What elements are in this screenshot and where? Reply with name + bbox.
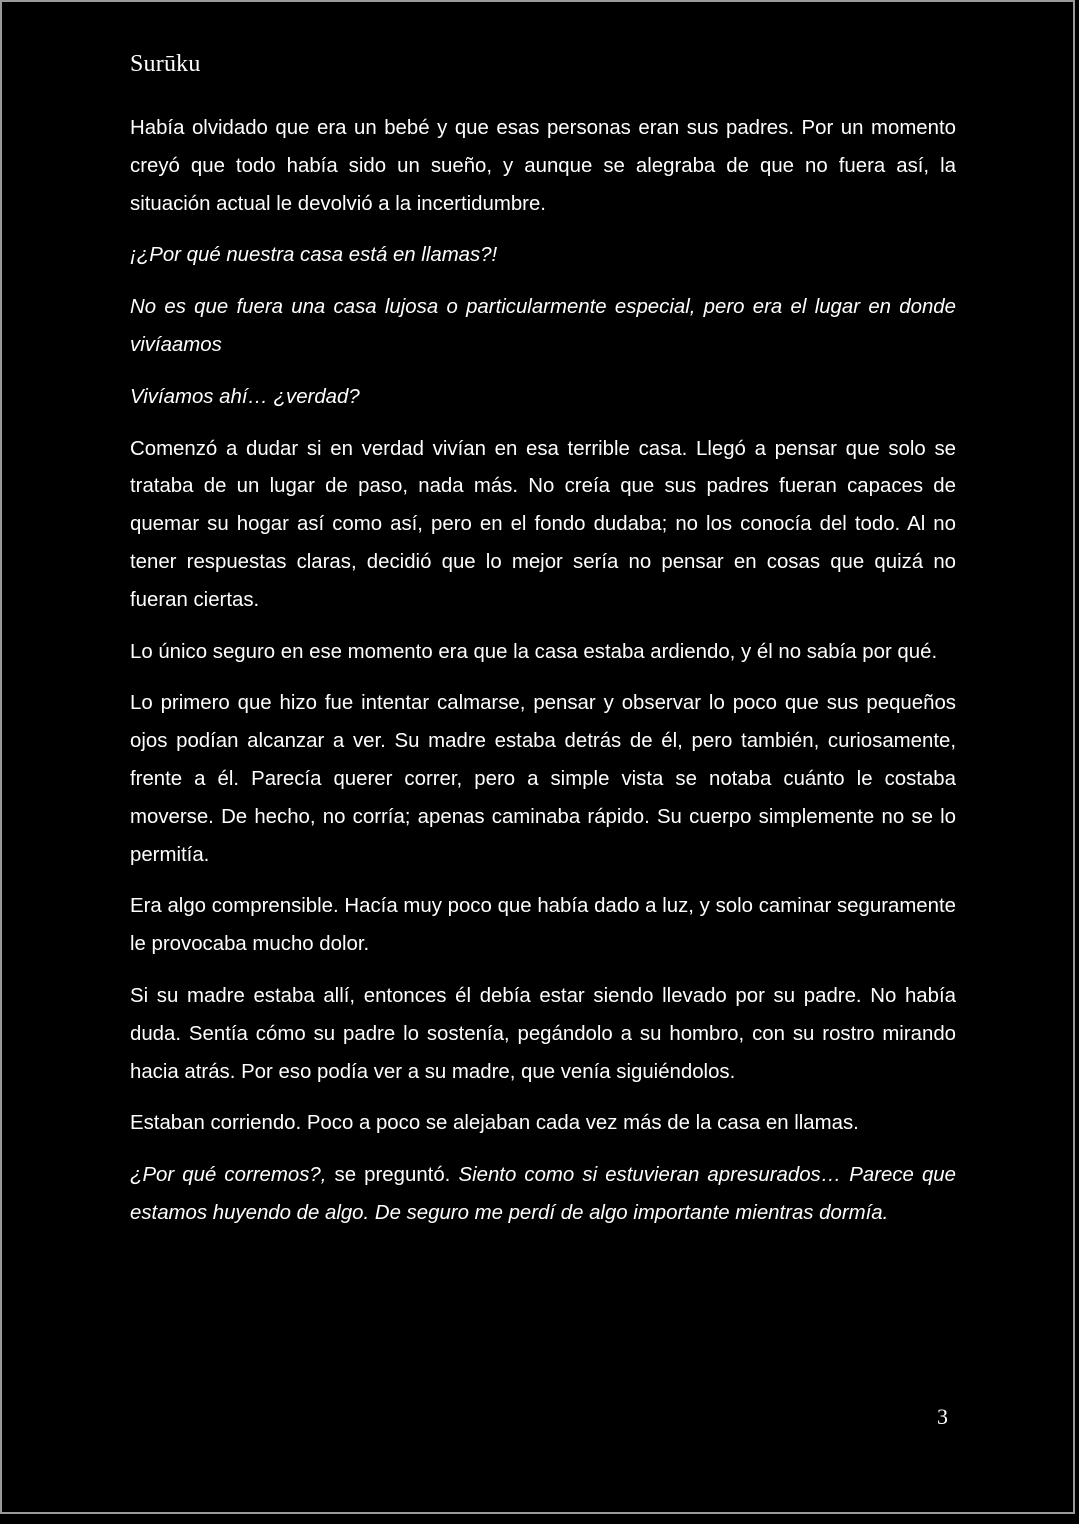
paragraph: Lo primero que hizo fue intentar calmarse, pensar y observar lo poco que sus pequeños ojos podían alcanzar a ver. Su madre estaba detrás de él, pero también, curiosamente, frente a él. Parecía querer correr, pero a simple vista se notaba cuánto le costaba moverse. De hecho, no corría; apenas caminaba rápido. Su cuerpo simplemente no se lo permitía. xyxy=(130,692,956,866)
paragraph-italic-thought: No es que fuera una casa lujosa o particularmente especial, pero era el lugar en donde vivíaamos xyxy=(130,296,956,356)
paragraph-mixed xyxy=(130,1157,956,1233)
italic-thought: Siento como si estuvieran apresurados… Parece que estamos huyendo de algo. De seguro me perdí de algo importante mientras dormía. xyxy=(130,1164,956,1224)
italic-thought: ¿Por qué corremos?, xyxy=(130,1164,327,1187)
paragraph: Había olvidado que era un bebé y que esas personas eran sus padres. Por un momento creyó que todo había sido un sueño, y aunque se alegraba de que no fuera así, la situación actual le devolvió a la incertidumbre. xyxy=(130,117,956,215)
paragraph: Era algo comprensible. Hacía muy poco que había dado a luz, y solo caminar seguramente le provocaba mucho dolor. xyxy=(130,895,956,956)
paragraph: Comenzó a dudar si en verdad vivían en esa terrible casa. Llegó a pensar que solo se trataba de un lugar de paso, nada más. No creía que sus padres fueran capaces de quemar su hogar así como así, pero en el fondo dudaba; no los conocía del todo. Al no tener respuestas claras, decidió que lo mejor sería no pensar en cosas que quizá no fueran ciertas. xyxy=(130,437,956,611)
page-number: 3 xyxy=(937,1404,948,1429)
paragraph: Estaban corriendo. Poco a poco se alejaban cada vez más de la casa en llamas. xyxy=(130,1112,859,1135)
body-text xyxy=(130,110,956,1247)
running-title: Surūku xyxy=(130,51,201,77)
paragraph: Lo único seguro en ese momento era que la casa estaba ardiendo, y él no sabía por qué. xyxy=(130,640,938,663)
narration: se preguntó. xyxy=(326,1164,459,1187)
paragraph-italic-thought: Vivíamos ahí… ¿verdad? xyxy=(130,385,360,408)
paragraph: Si su madre estaba allí, entonces él debía estar siendo llevado por su padre. No había duda. Sentía cómo su padre lo sostenía, pegándolo a su hombro, con su rostro mirando hacia atrás. Por eso podía ver a su madre, que venía siguiéndolos. xyxy=(130,984,956,1083)
paragraph-italic-thought: ¡¿Por qué nuestra casa está en llamas?! xyxy=(130,244,498,267)
